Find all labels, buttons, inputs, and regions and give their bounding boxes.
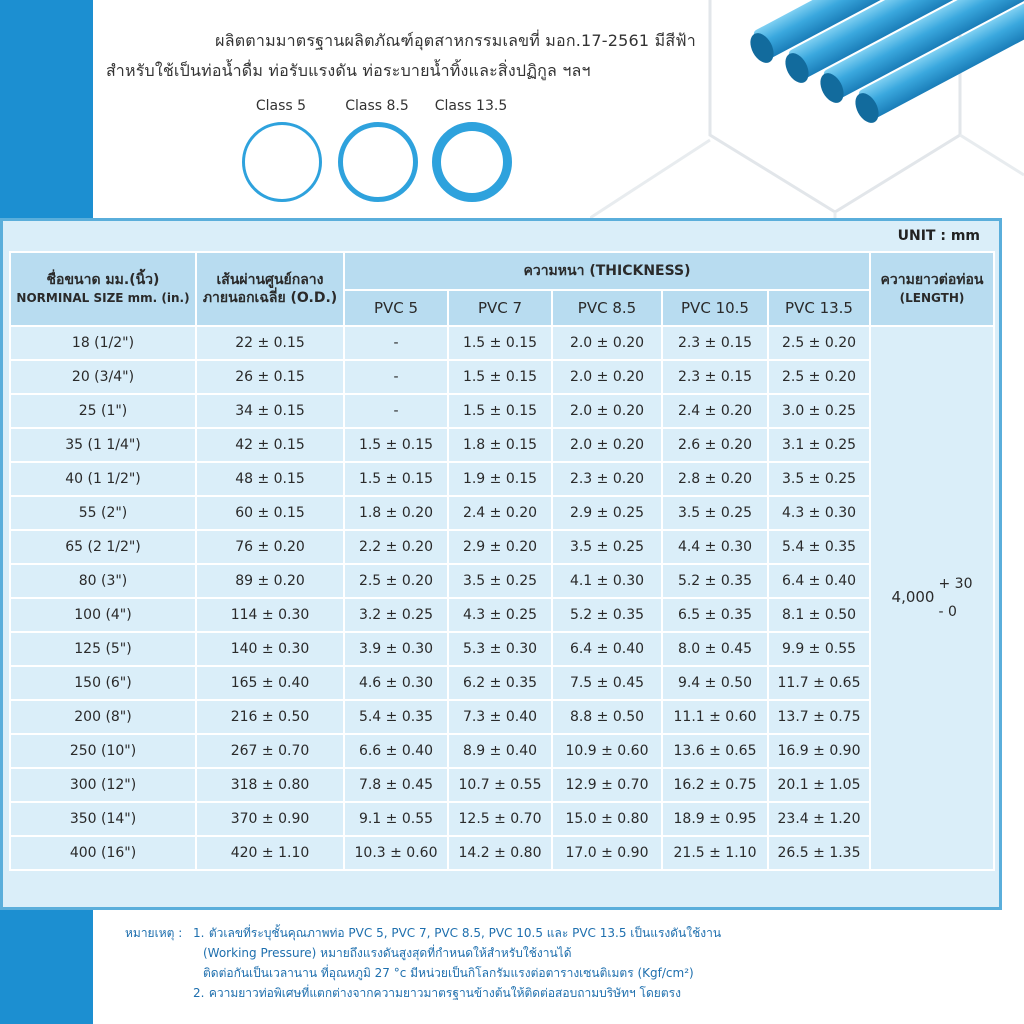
table-row <box>10 360 994 394</box>
size-cell: 20 (3/4") <box>10 360 196 394</box>
note-2: 2. ความยาวท่อพิเศษที่แตกต่างจากความยาวมาตรฐานข้างต้นให้ติดต่อสอบถามบริษัทฯ โดยตรง <box>193 986 681 1000</box>
thickness-cell: 2.3 ± 0.15 <box>662 360 768 394</box>
pipe-ring-icon <box>242 122 322 202</box>
length-minus: - 0 <box>938 604 957 620</box>
header-length: ความยาวต่อท่อน (LENGTH) <box>870 252 994 326</box>
od-cell: 216 ± 0.50 <box>196 700 344 734</box>
size-cell: 55 (2") <box>10 496 196 530</box>
table-row <box>10 666 994 700</box>
thickness-cell: 8.8 ± 0.50 <box>552 700 662 734</box>
notes-prefix: หมายเหตุ : <box>125 926 183 940</box>
thickness-cell: 4.4 ± 0.30 <box>662 530 768 564</box>
thickness-cell: 17.0 ± 0.90 <box>552 836 662 870</box>
od-cell: 22 ± 0.15 <box>196 326 344 360</box>
note-2-line-1: ความยาวท่อพิเศษที่แตกต่างจากความยาวมาตรฐานข้างต้นให้ติดต่อสอบถามบริษัทฯ โดยตรง <box>208 986 681 1000</box>
od-cell: 140 ± 0.30 <box>196 632 344 666</box>
note-1-line-1: ตัวเลขที่ระบุชั้นคุณภาพท่อ PVC 5, PVC 7, PVC 8.5, PVC 10.5 และ PVC 13.5 เป็นแรงดันใช้งาน <box>208 926 722 940</box>
thickness-cell: 2.4 ± 0.20 <box>662 394 768 428</box>
od-cell: 48 ± 0.15 <box>196 462 344 496</box>
thickness-cell: 5.4 ± 0.35 <box>344 700 448 734</box>
thickness-cell: 3.5 ± 0.25 <box>448 564 552 598</box>
intro-text <box>96 26 736 86</box>
size-cell: 65 (2 1/2") <box>10 530 196 564</box>
thickness-cell: 12.5 ± 0.70 <box>448 802 552 836</box>
thickness-cell: - <box>344 360 448 394</box>
size-cell: 25 (1") <box>10 394 196 428</box>
thickness-cell: 2.0 ± 0.20 <box>552 360 662 394</box>
thickness-cell: 11.7 ± 0.65 <box>768 666 870 700</box>
class-sample-13-5 <box>426 98 516 120</box>
table-row <box>10 598 994 632</box>
od-cell: 318 ± 0.80 <box>196 768 344 802</box>
thickness-cell: 4.3 ± 0.25 <box>448 598 552 632</box>
thickness-cell: 2.9 ± 0.20 <box>448 530 552 564</box>
thickness-cell: 1.5 ± 0.15 <box>344 428 448 462</box>
size-cell: 80 (3") <box>10 564 196 598</box>
thickness-cell: 20.1 ± 1.05 <box>768 768 870 802</box>
thickness-cell: 6.2 ± 0.35 <box>448 666 552 700</box>
size-cell: 35 (1 1/4") <box>10 428 196 462</box>
unit-label: UNIT : mm <box>897 228 980 244</box>
thickness-cell: 10.7 ± 0.55 <box>448 768 552 802</box>
thickness-cell: 2.0 ± 0.20 <box>552 428 662 462</box>
table-row <box>10 496 994 530</box>
thickness-cell: 23.4 ± 1.20 <box>768 802 870 836</box>
thickness-cell: 7.8 ± 0.45 <box>344 768 448 802</box>
thickness-cell: 16.2 ± 0.75 <box>662 768 768 802</box>
table-row <box>10 700 994 734</box>
class-sample-8-5 <box>332 98 422 120</box>
thickness-cell: 13.6 ± 0.65 <box>662 734 768 768</box>
class-label: Class 8.5 <box>345 98 409 114</box>
thickness-cell: 1.5 ± 0.15 <box>448 394 552 428</box>
thickness-cell: 5.3 ± 0.30 <box>448 632 552 666</box>
table-row <box>10 326 994 360</box>
od-cell: 60 ± 0.15 <box>196 496 344 530</box>
thickness-cell: 5.2 ± 0.35 <box>552 598 662 632</box>
thickness-cell: 1.5 ± 0.15 <box>344 462 448 496</box>
table-row <box>10 394 994 428</box>
thickness-cell: 2.3 ± 0.15 <box>662 326 768 360</box>
thickness-cell: 1.8 ± 0.20 <box>344 496 448 530</box>
thickness-cell: 2.4 ± 0.20 <box>448 496 552 530</box>
thickness-cell: 12.9 ± 0.70 <box>552 768 662 802</box>
length-cell <box>870 326 994 870</box>
thickness-cell: 2.5 ± 0.20 <box>344 564 448 598</box>
thickness-cell: 2.0 ± 0.20 <box>552 394 662 428</box>
thickness-cell: 8.9 ± 0.40 <box>448 734 552 768</box>
thickness-cell: 5.4 ± 0.35 <box>768 530 870 564</box>
class-label: Class 5 <box>255 98 307 114</box>
length-value: 4,000 <box>891 588 935 606</box>
table-row <box>10 734 994 768</box>
pipe-ring-icon <box>338 122 418 202</box>
intro-line-usage: สำหรับใช้เป็นท่อน้ำดื่ม ท่อรับแรงดัน ท่อระบายน้ำทิ้งและสิ่งปฏิกูล ฯลฯ <box>106 61 591 80</box>
thickness-cell: 1.5 ± 0.15 <box>448 326 552 360</box>
table-row <box>10 802 994 836</box>
thickness-cell: 7.5 ± 0.45 <box>552 666 662 700</box>
table-row <box>10 428 994 462</box>
thickness-cell: 10.9 ± 0.60 <box>552 734 662 768</box>
thickness-cell: 8.1 ± 0.50 <box>768 598 870 632</box>
thickness-cell: - <box>344 326 448 360</box>
table-row <box>10 768 994 802</box>
size-cell: 125 (5") <box>10 632 196 666</box>
note-1-line-2: (Working Pressure) หมายถึงแรงดันสูงสุดที่กำหนดให้สำหรับใช้งานได้ <box>203 946 572 960</box>
thickness-cell: 8.0 ± 0.45 <box>662 632 768 666</box>
size-cell: 300 (12") <box>10 768 196 802</box>
od-cell: 26 ± 0.15 <box>196 360 344 394</box>
thickness-cell: 3.5 ± 0.25 <box>662 496 768 530</box>
od-cell: 267 ± 0.70 <box>196 734 344 768</box>
thickness-cell: 4.6 ± 0.30 <box>344 666 448 700</box>
thickness-cell: 2.8 ± 0.20 <box>662 462 768 496</box>
notes-section <box>125 923 985 1003</box>
size-cell: 250 (10") <box>10 734 196 768</box>
od-cell: 34 ± 0.15 <box>196 394 344 428</box>
blue-pipes-image <box>740 0 1024 130</box>
od-cell: 420 ± 1.10 <box>196 836 344 870</box>
thickness-cell: 3.1 ± 0.25 <box>768 428 870 462</box>
thickness-cell: 26.5 ± 1.35 <box>768 836 870 870</box>
thickness-cell: - <box>344 394 448 428</box>
thickness-cell: 2.3 ± 0.20 <box>552 462 662 496</box>
thickness-cell: 3.5 ± 0.25 <box>552 530 662 564</box>
thickness-cell: 4.3 ± 0.30 <box>768 496 870 530</box>
thickness-cell: 3.9 ± 0.30 <box>344 632 448 666</box>
thickness-cell: 9.4 ± 0.50 <box>662 666 768 700</box>
header-pvc-class: PVC 10.5 <box>662 290 768 326</box>
thickness-cell: 9.1 ± 0.55 <box>344 802 448 836</box>
od-cell: 42 ± 0.15 <box>196 428 344 462</box>
header-pvc-class: PVC 7 <box>448 290 552 326</box>
header-size: ชื่อขนาด มม.(นิ้ว) NORMINAL SIZE mm. (in.) <box>10 252 196 326</box>
table-row <box>10 836 994 870</box>
header-thickness: ความหนา (THICKNESS) <box>344 252 870 290</box>
header-pvc-class: PVC 5 <box>344 290 448 326</box>
thickness-cell: 7.3 ± 0.40 <box>448 700 552 734</box>
thickness-cell: 6.6 ± 0.40 <box>344 734 448 768</box>
thickness-cell: 2.2 ± 0.20 <box>344 530 448 564</box>
thickness-cell: 2.5 ± 0.20 <box>768 326 870 360</box>
size-cell: 350 (14") <box>10 802 196 836</box>
od-cell: 114 ± 0.30 <box>196 598 344 632</box>
od-cell: 89 ± 0.20 <box>196 564 344 598</box>
thickness-cell: 4.1 ± 0.30 <box>552 564 662 598</box>
od-cell: 76 ± 0.20 <box>196 530 344 564</box>
size-cell: 18 (1/2") <box>10 326 196 360</box>
class-sample-5 <box>236 98 326 120</box>
table-row <box>10 632 994 666</box>
length-tolerance <box>938 570 972 626</box>
header-od: เส้นผ่านศูนย์กลาง ภายนอกเฉลี่ย (O.D.) <box>196 252 344 326</box>
length-plus: + 30 <box>938 576 973 592</box>
thickness-cell: 11.1 ± 0.60 <box>662 700 768 734</box>
pipe-spec-table <box>9 251 995 871</box>
od-cell: 165 ± 0.40 <box>196 666 344 700</box>
size-cell: 200 (8") <box>10 700 196 734</box>
thickness-cell: 3.5 ± 0.25 <box>768 462 870 496</box>
pipe-class-samples <box>236 98 516 208</box>
pipe-ring-icon <box>432 122 512 202</box>
size-cell: 40 (1 1/2") <box>10 462 196 496</box>
thickness-cell: 2.0 ± 0.20 <box>552 326 662 360</box>
thickness-cell: 6.5 ± 0.35 <box>662 598 768 632</box>
thickness-cell: 16.9 ± 0.90 <box>768 734 870 768</box>
thickness-cell: 6.4 ± 0.40 <box>768 564 870 598</box>
thickness-cell: 14.2 ± 0.80 <box>448 836 552 870</box>
thickness-cell: 2.9 ± 0.25 <box>552 496 662 530</box>
note-1-line-3: ติดต่อกันเป็นเวลานาน ที่อุณหภูมิ 27 °c มีหน่วยเป็นกิโลกรัมแรงต่อตารางเซนติเมตร (Kgf/cm²) <box>203 966 694 980</box>
note-1: หมายเหตุ : 1. ตัวเลขที่ระบุชั้นคุณภาพท่อ PVC 5, PVC 7, PVC 8.5, PVC 10.5 และ PVC 13.5 เป็นแรงดันใช้งาน <box>125 923 985 943</box>
thickness-cell: 18.9 ± 0.95 <box>662 802 768 836</box>
thickness-cell: 3.2 ± 0.25 <box>344 598 448 632</box>
od-cell: 370 ± 0.90 <box>196 802 344 836</box>
class-label: Class 13.5 <box>434 98 508 114</box>
thickness-cell: 2.5 ± 0.20 <box>768 360 870 394</box>
header-pvc-class: PVC 13.5 <box>768 290 870 326</box>
thickness-cell: 1.9 ± 0.15 <box>448 462 552 496</box>
size-cell: 400 (16") <box>10 836 196 870</box>
header-pvc-class: PVC 8.5 <box>552 290 662 326</box>
thickness-cell: 2.6 ± 0.20 <box>662 428 768 462</box>
thickness-cell: 5.2 ± 0.35 <box>662 564 768 598</box>
thickness-cell: 6.4 ± 0.40 <box>552 632 662 666</box>
size-cell: 100 (4") <box>10 598 196 632</box>
thickness-cell: 9.9 ± 0.55 <box>768 632 870 666</box>
thickness-cell: 13.7 ± 0.75 <box>768 700 870 734</box>
size-cell: 150 (6") <box>10 666 196 700</box>
thickness-cell: 3.0 ± 0.25 <box>768 394 870 428</box>
table-row <box>10 564 994 598</box>
table-row <box>10 530 994 564</box>
thickness-cell: 1.8 ± 0.15 <box>448 428 552 462</box>
spec-table-panel <box>0 218 1002 910</box>
intro-line-standard: ผลิตตามมาตรฐานผลิตภัณฑ์อุตสาหกรรมเลขที่ มอก.17-2561 มีสีฟ้า <box>215 31 696 50</box>
thickness-cell: 10.3 ± 0.60 <box>344 836 448 870</box>
thickness-cell: 1.5 ± 0.15 <box>448 360 552 394</box>
thickness-cell: 15.0 ± 0.80 <box>552 802 662 836</box>
table-row <box>10 462 994 496</box>
thickness-cell: 21.5 ± 1.10 <box>662 836 768 870</box>
